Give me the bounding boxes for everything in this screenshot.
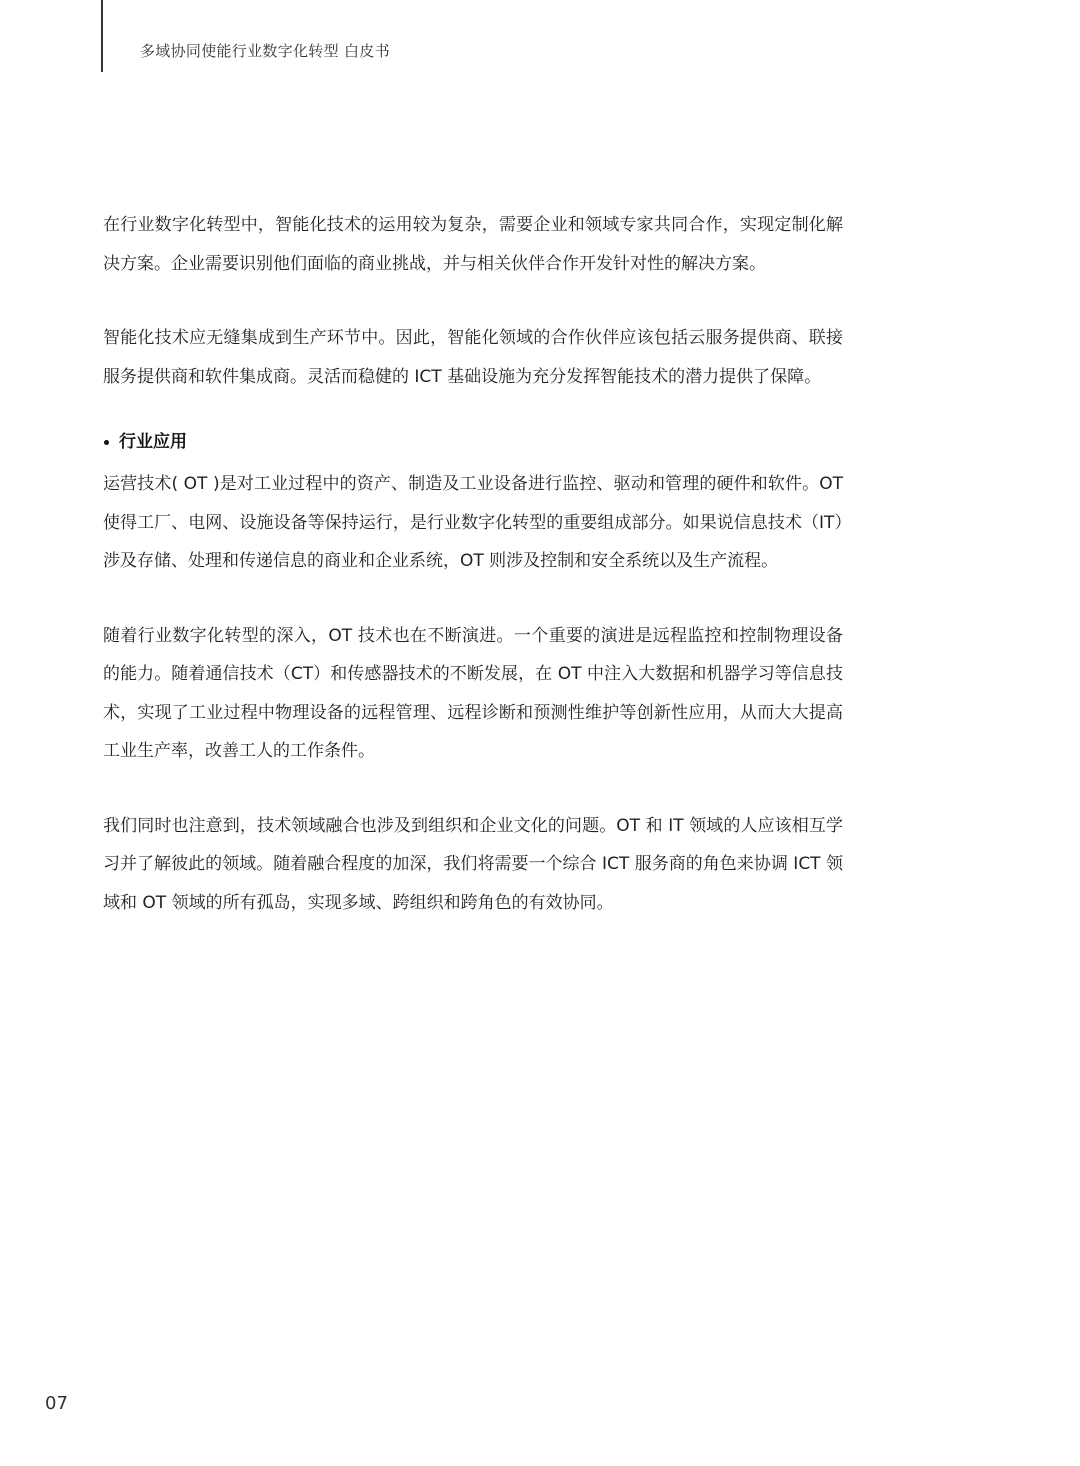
paragraph-intro-1: 在行业数字化转型中，智能化技术的运用较为复杂，需要企业和领域专家共同合作，实现定制化解决方案。企业需要识别他们面临的商业挑战，并与相关伙伴合作开发针对性的解决方案。: [103, 215, 843, 274]
paragraph-convergence: 我们同时也注意到，技术领域融合也涉及到组织和企业文化的问题。OT 和 IT 领域的人应该相互学习并了解彼此的领域。随着融合程度的加深，我们将需要一个综合 ICT 服务商的角色来协调 ICT 领域和 OT 领域的所有孤岛，实现多域、跨组织和跨角色的有效协同。: [103, 815, 843, 913]
document-title: 多域协同使能行业数字化转型 白皮书: [140, 42, 390, 60]
section-heading-industry-application: [103, 430, 843, 454]
paragraph-ot-evolution: 随着行业数字化转型的深入，OT 技术也在不断演进。一个重要的演进是远程监控和控制物理设备的能力。随着通信技术（CT）和传感器技术的不断发展，在 OT 中注入大数据和机器学习等信息技术，实现了工业过程中物理设备的远程管理、远程诊断和预测性维护等创新性应用，从而大大提高工业生产率，改善工人的工作条件。: [103, 625, 843, 761]
page-body: [103, 206, 843, 922]
section-heading-label: 行业应用: [119, 432, 187, 452]
bullet-icon: [104, 440, 109, 445]
paragraph-intro-2: 智能化技术应无缝集成到生产环节中。因此，智能化领域的合作伙伴应该包括云服务提供商、联接服务提供商和软件集成商。灵活而稳健的 ICT 基础设施为充分发挥智能技术的潜力提供了保障。: [103, 328, 843, 387]
header-divider: [101, 0, 103, 72]
paragraph-ot-definition: 运营技术( OT )是对工业过程中的资产、制造及工业设备进行监控、驱动和管理的硬件和软件。OT 使得工厂、电网、设施设备等保持运行，是行业数字化转型的重要组成部分。如果说信息技术（IT）涉及存储、处理和传递信息的商业和企业系统，OT 则涉及控制和安全系统以及生产流程。: [103, 474, 843, 571]
page-number: 07: [45, 1393, 68, 1414]
